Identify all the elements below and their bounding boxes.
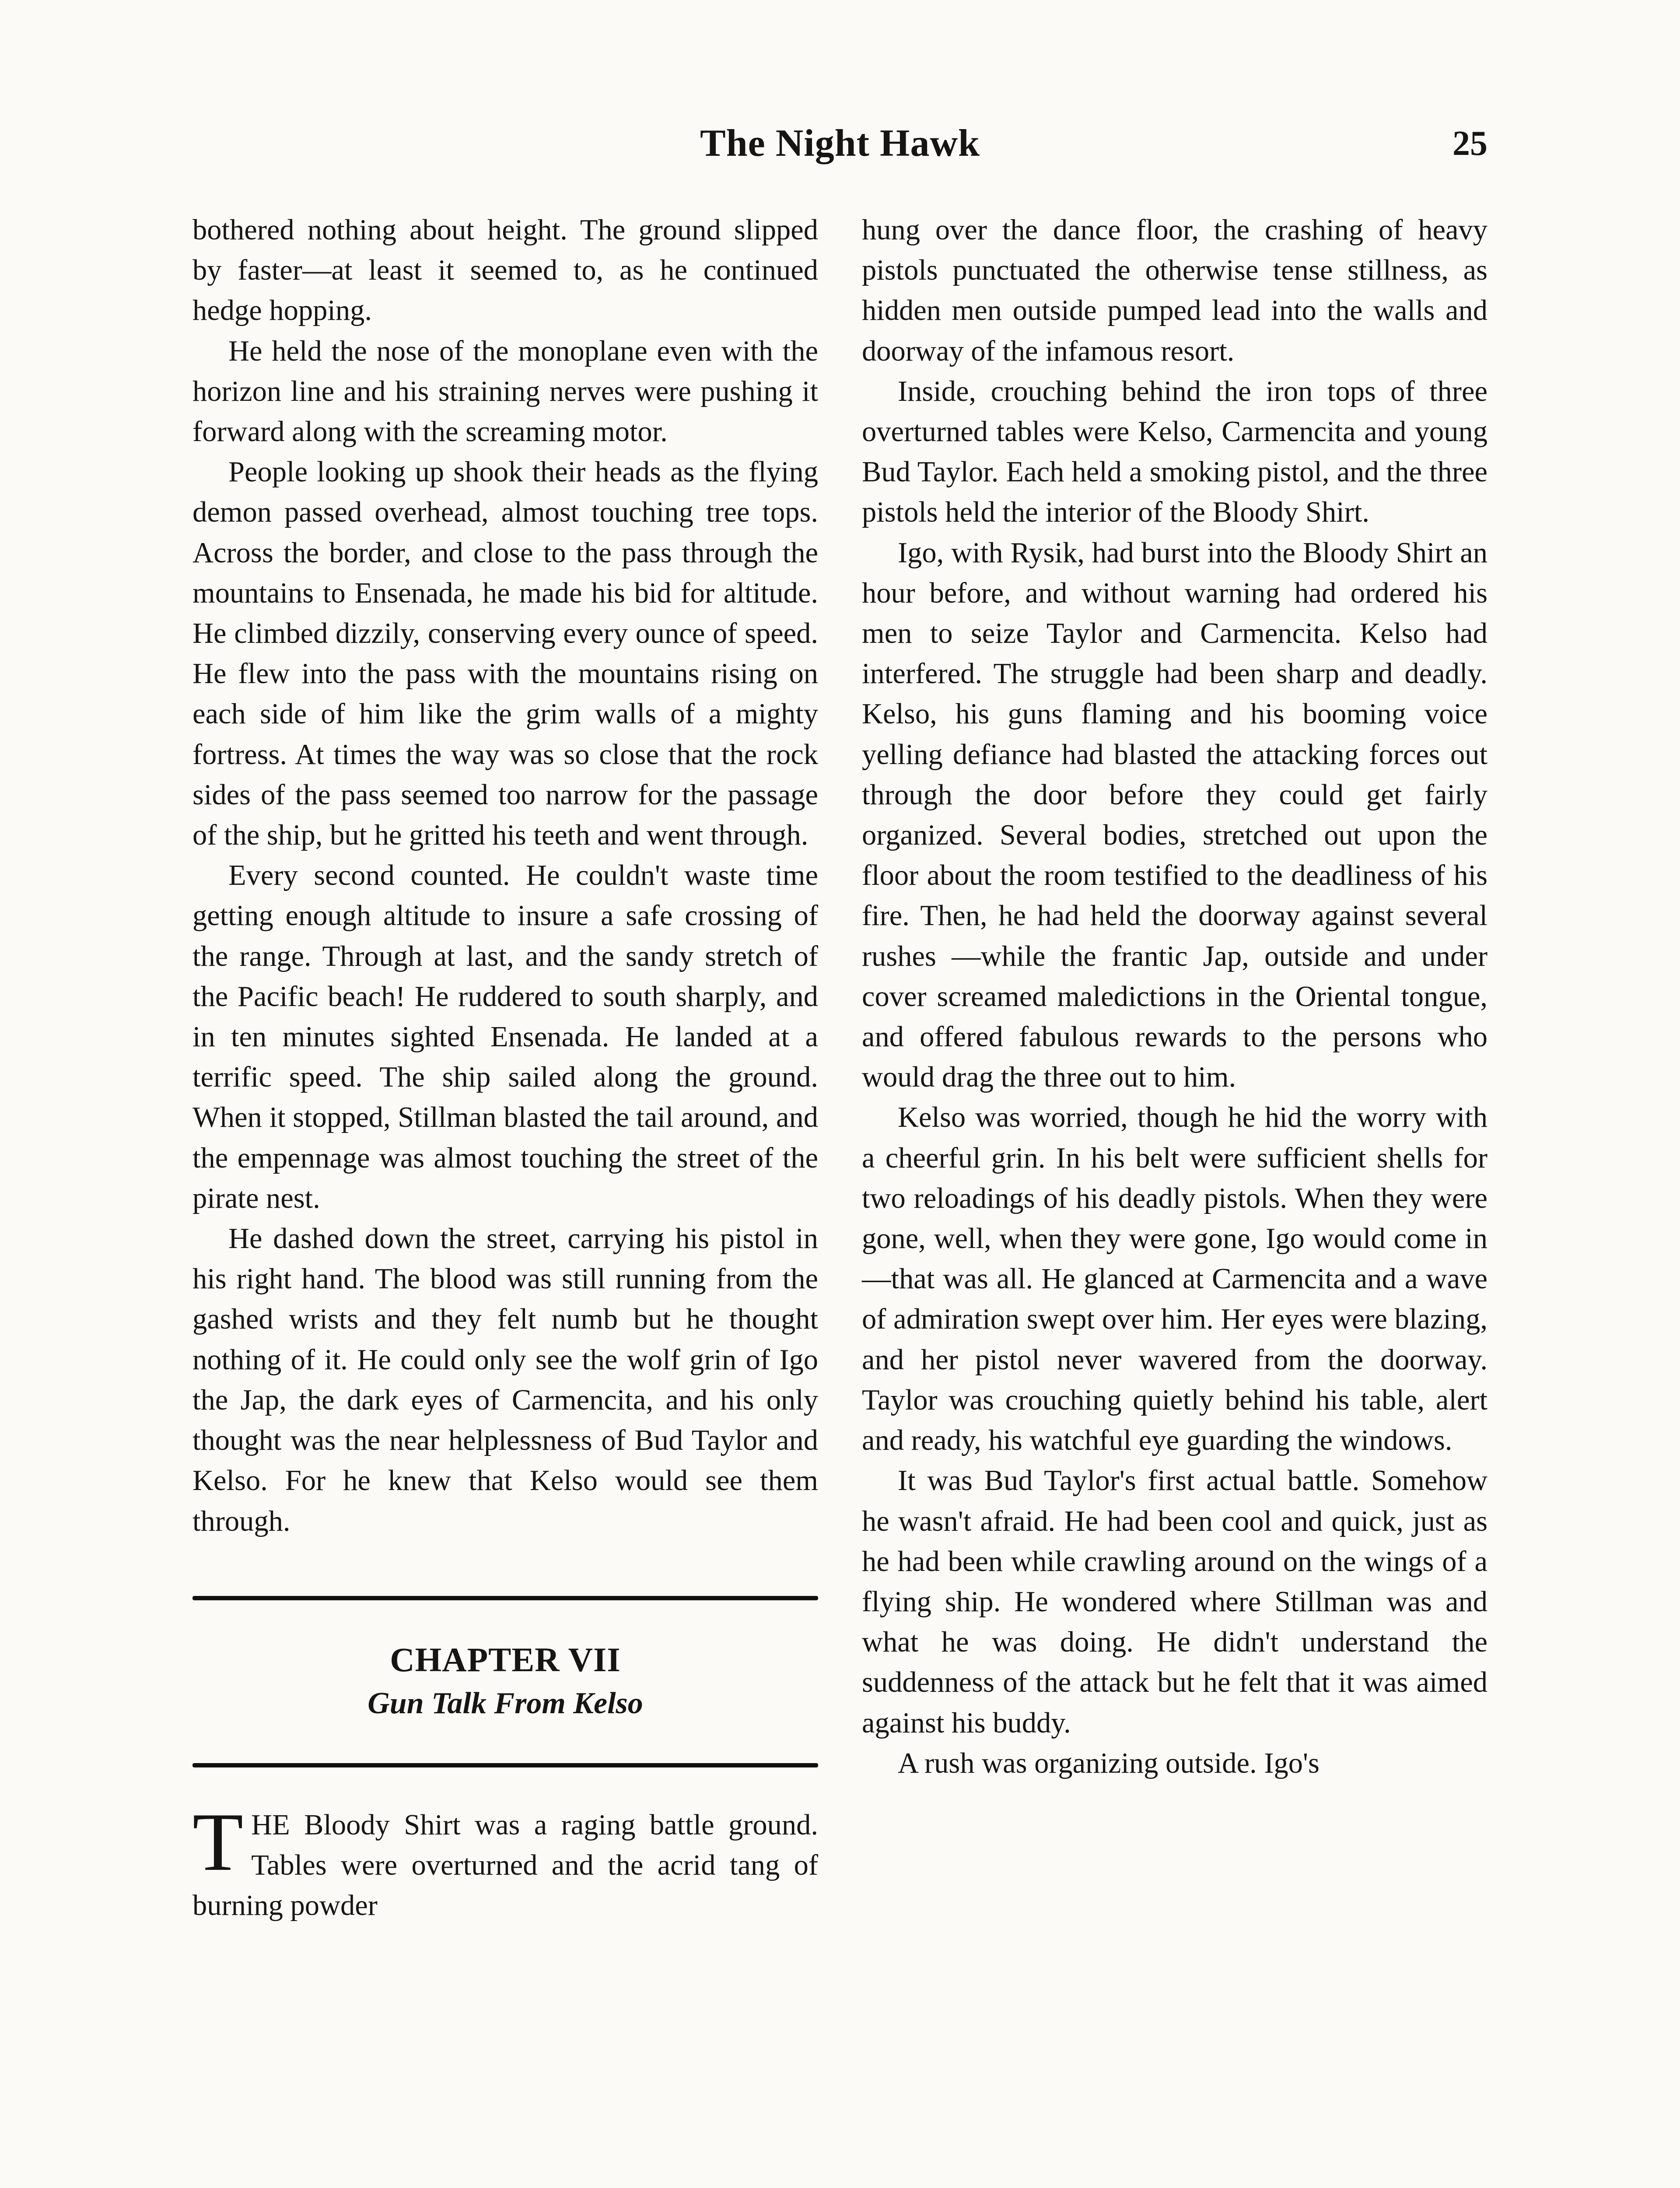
left-column [192,210,818,1926]
chapter-opening-text: HE Bloody Shirt was a raging battle ground. Tables were overturned and the acrid tang of burning powder [192,1809,818,1922]
chapter-opening-paragraph [192,1796,818,1926]
chapter-heading [192,1638,818,1725]
paragraph: hung over the dance floor, the crashing of heavy pistols punctuated the otherwise tense stillness, as hidden men outside pumped lead into the walls and doorway of the infamous resort. [862,214,1488,367]
chapter-title: CHAPTER VII [390,1640,621,1679]
paragraph: bothered nothing about height. The ground slipped by faster—at least it seemed to, as he continued hedge hopping. [192,214,818,327]
paragraph: People looking up shook their heads as the flying demon passed overhead, almost touching tree tops. Across the border, and close to the pass through the mountains to Ensenada, he made his bid for altitude. He climbed dizzily, conserving every ounce of speed. He flew into the pass with the mountains rising on each side of him like the grim walls of a mighty fortress. At times the way was so close that the rock sides of the pass seemed too narrow for the passage of the ship, but he gritted his teeth and went through. [192,456,818,852]
right-column [862,210,1488,1784]
paragraph: Every second counted. He couldn't waste time getting enough altitude to insure a safe crossing of the range. Through at last, and the sandy stretch of the Pacific beach! He ruddered to south sharply, and in ten minutes sighted Ensenada. He landed at a terrific speed. The ship sailed along the ground. When it stopped, Stillman blasted the tail around, and the empennage was almost touching the street of the pirate nest. [192,859,818,1214]
paragraph: Kelso was worried, though he hid the worry with a cheerful grin. In his belt were sufficient shells for two reloadings of his deadly pistols. When they were gone, well, when they were gone, Igo would come in—that was all. He glanced at Carmencita and a wave of admiration swept over him. Her eyes were blazing, and her pistol never wavered from the doorway. Taylor was crouching quietly behind his table, alert and ready, his watchful eye guarding the windows. [862,1101,1488,1457]
paragraph: It was Bud Taylor's first actual battle. Somehow he wasn't afraid. He had been cool and quick, just as he had been while crawling around on the wings of a flying ship. He wondered where Stillman was and what he was doing. He didn't understand the suddenness of the attack but he felt that it was aimed against his buddy. [862,1465,1488,1739]
paragraph: He held the nose of the monoplane even with the horizon line and his straining nerves were pushing it forward along with the screaming motor. [192,335,818,448]
running-title: The Night Hawk [700,122,980,165]
drop-cap: T [192,1796,244,1888]
paragraph: Inside, crouching behind the iron tops of three overturned tables were Kelso, Carmencita and young Bud Taylor. Each held a smoking pistol, and the three pistols held the interior of the Bloody Shirt. [862,375,1488,529]
paragraph: Igo, with Rysik, had burst into the Bloody Shirt an hour before, and without warning had ordered his men to seize Taylor and Carmencita. Kelso had interfered. The struggle had been sharp and deadly. Kelso, his guns flaming and his booming voice yelling defiance had blasted the attacking forces out through the door before they could get fairly organized. Several bodies, stretched out upon the floor about the room testified to the deadliness of his fire. Then, he had held the doorway against several rushes —while the frantic Jap, outside and under cover screamed maledictions in the Oriental tongue, and offered fabulous rewards to the persons who would drag the three out to him. [862,536,1488,1094]
chapter-rule-top [192,1596,818,1600]
paragraph: A rush was organizing outside. Igo's [898,1747,1320,1779]
running-header [192,117,1488,174]
chapter-subtitle: Gun Talk From Kelso [368,1686,643,1720]
chapter-rule-bottom [192,1763,818,1767]
page-number: 25 [1452,124,1488,163]
paragraph: He dashed down the street, carrying his pistol in his right hand. The blood was still running from the gashed wrists and they felt numb but he thought nothing of it. He could only see the wolf grin of Igo the Jap, the dark eyes of Carmencita, and his only thought was the near helplessness of Bud Taylor and Kelso. For he knew that Kelso would see them through. [192,1223,818,1537]
